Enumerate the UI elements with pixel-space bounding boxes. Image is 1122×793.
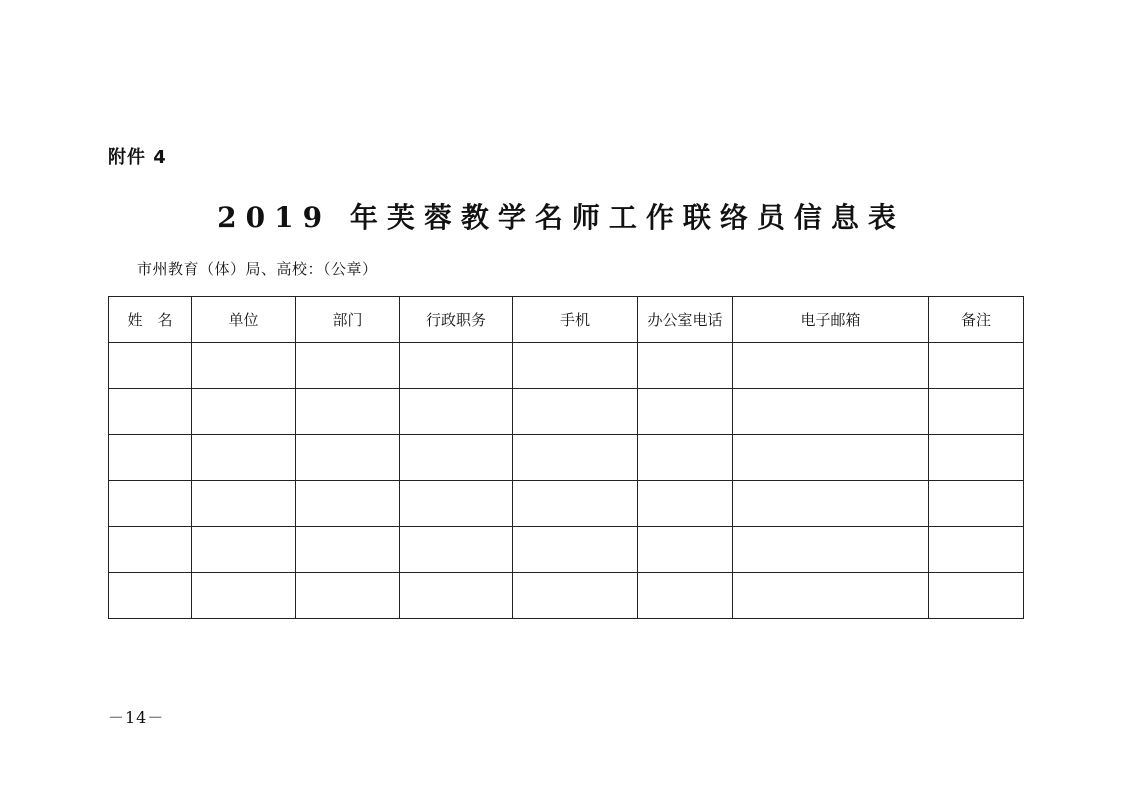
table-cell [109,389,192,435]
column-header-office-phone: 办公室电话 [638,297,733,343]
table-body [109,343,1024,619]
column-header-unit: 单位 [192,297,296,343]
column-header-remarks: 备注 [929,297,1024,343]
table-cell [400,435,513,481]
column-header-email: 电子邮箱 [733,297,929,343]
table-cell [638,435,733,481]
table-cell [296,573,400,619]
table-cell [109,481,192,527]
table-cell [638,389,733,435]
table-cell [400,573,513,619]
table-cell [929,343,1024,389]
table-cell [192,573,296,619]
table-cell [733,389,929,435]
contact-info-table [108,296,1024,619]
table-row [109,389,1024,435]
table-cell [513,481,638,527]
column-header-name: 姓 名 [109,297,192,343]
table-cell [929,435,1024,481]
table-cell [638,343,733,389]
table-cell [733,343,929,389]
table-row [109,435,1024,481]
table-cell [296,481,400,527]
table-cell [513,573,638,619]
attachment-label: 附件 4 [108,147,167,168]
table-cell [296,343,400,389]
table-cell [400,527,513,573]
unit-seal-line: 市州教育（体）局、高校：（公章） [137,260,378,278]
table-cell [192,481,296,527]
table-cell [513,389,638,435]
table-cell [929,481,1024,527]
table-cell [638,481,733,527]
table-cell [192,435,296,481]
table-cell [929,573,1024,619]
table-cell [192,343,296,389]
table-cell [638,527,733,573]
table-cell [733,435,929,481]
table-cell [296,527,400,573]
table-cell [109,573,192,619]
table-cell [733,481,929,527]
table-cell [638,573,733,619]
table-cell [400,481,513,527]
table-row [109,343,1024,389]
table-row [109,527,1024,573]
table-header-row [109,297,1024,343]
table-row [109,573,1024,619]
column-header-department: 部门 [296,297,400,343]
page-number: －14－ [108,708,165,727]
table-cell [109,435,192,481]
table-cell [400,343,513,389]
table-cell [733,527,929,573]
table-cell [192,527,296,573]
table-cell [513,527,638,573]
column-header-position: 行政职务 [400,297,513,343]
table-cell [929,389,1024,435]
table-cell [109,527,192,573]
table-row [109,481,1024,527]
table-cell [929,527,1024,573]
table-cell [109,343,192,389]
column-header-mobile: 手机 [513,297,638,343]
table-cell [513,435,638,481]
table-cell [296,389,400,435]
table-cell [513,343,638,389]
table-cell [192,389,296,435]
table-cell [733,573,929,619]
document-title: 2019 年芙蓉教学名师工作联络员信息表 [217,201,905,234]
table-cell [400,389,513,435]
table-cell [296,435,400,481]
